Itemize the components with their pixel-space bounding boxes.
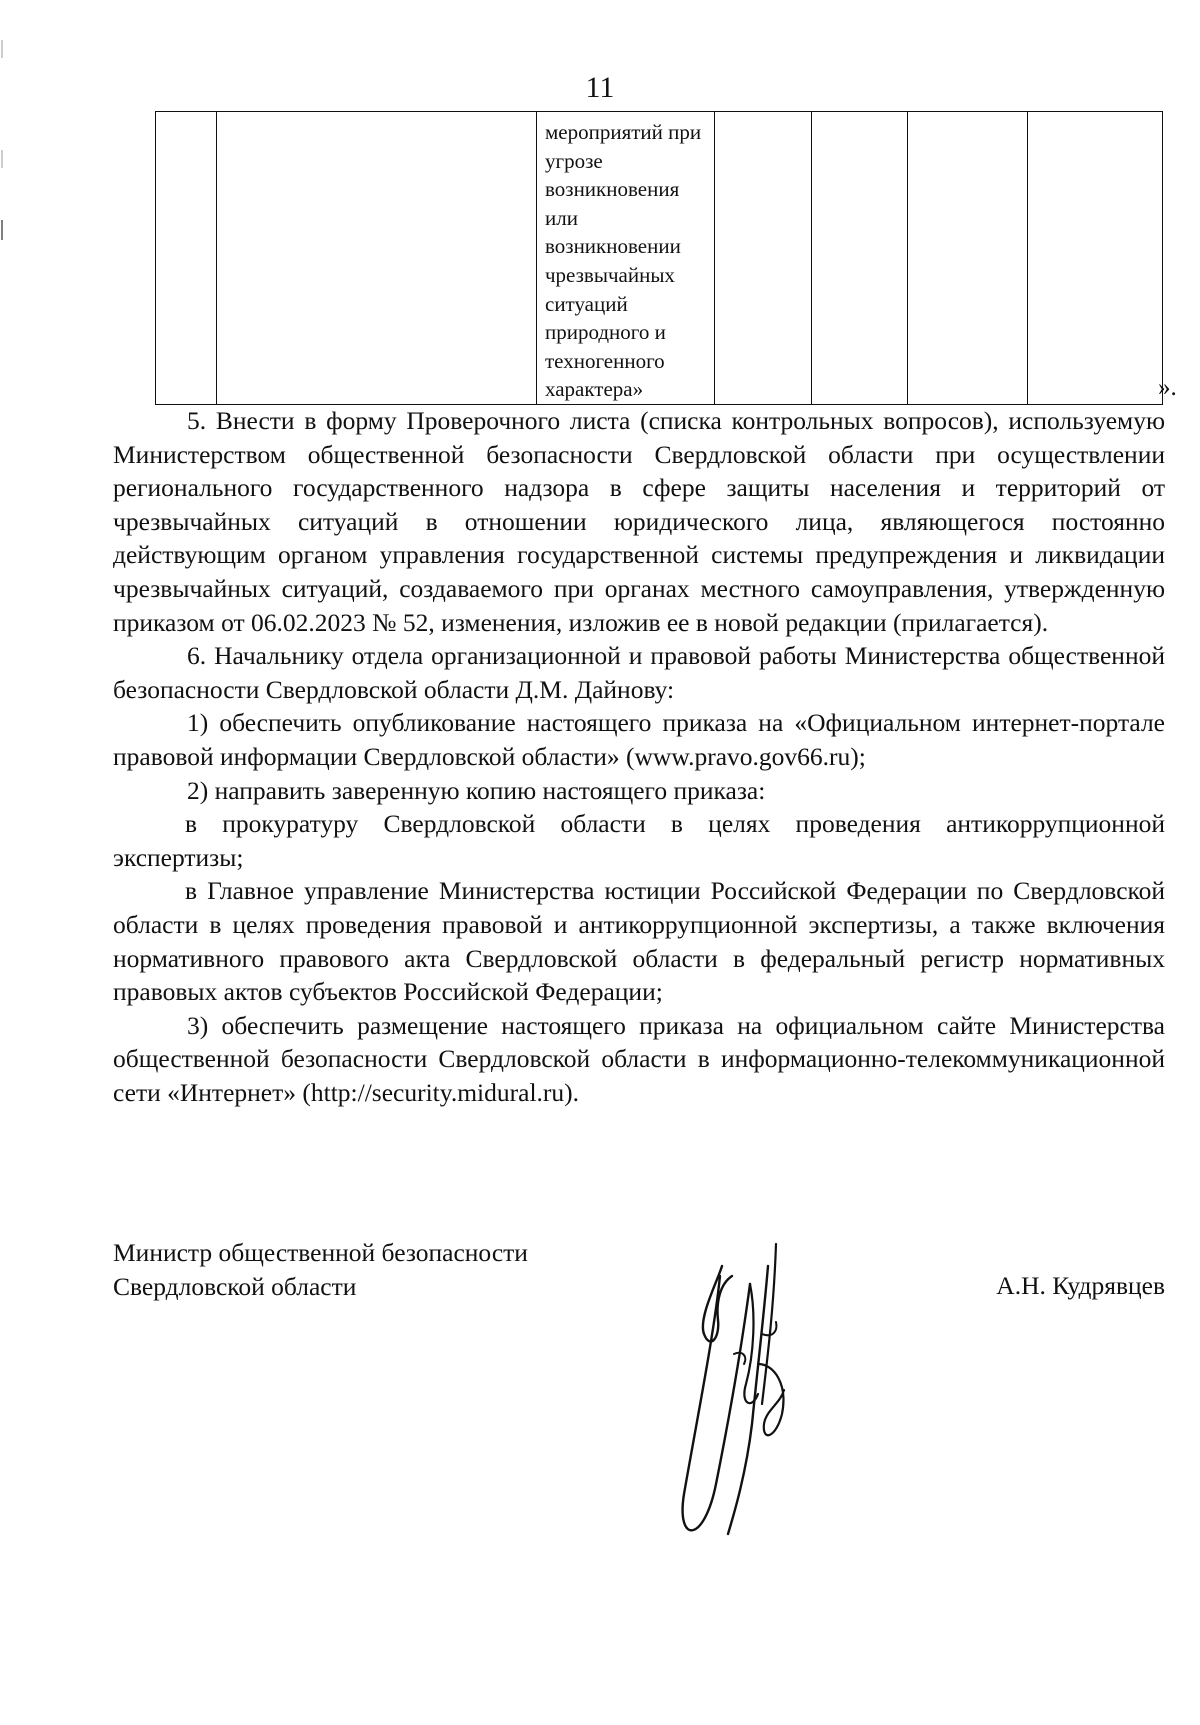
paragraph-prosecutor: в прокуратуру Свердловской области в целях проведения антикоррупционной экспертизы; (113, 809, 1165, 872)
table-continuation (155, 111, 1163, 405)
paragraph-item-6: 6. Начальнику отдела организационной и правовой работы Министерства общественной безопасности Свердловской области Д.М. Дайнову: (113, 641, 1165, 704)
table-cell-number (156, 112, 217, 405)
table-cell-question (217, 112, 537, 405)
table-cell-requirements (537, 112, 715, 405)
paragraph-subitem-2: 2) направить заверенную копию настоящего приказа: (187, 775, 766, 805)
closing-quote: ». (1158, 374, 1177, 401)
scan-margin-marks (0, 0, 6, 260)
table-cell-text: мероприятий при угрозе возникновения или возникновении чрезвычайных ситуаций природного и техногенного характера» (545, 120, 702, 402)
signatory-name: А.Н. Кудрявцев (996, 1271, 1165, 1300)
paragraph-item-5: 5. Внести в форму Проверочного листа (списка контрольных вопросов), используемую Министерством общественной безопасности Свердловской области при осуществлении регионального государственного надзора в сфере защиты населения и территорий от чрезвычайных ситуаций в отношении юридического лица, являющегося постоянно действующим органом управления государственной системы предупреждения и ликвидации чрезвычайных ситуаций, создаваемого при органах местного самоуправления, утвержденную приказом от 06.02.2023 № 52, изменения, изложив ее в новой редакции (прилагается). (113, 406, 1165, 637)
table-cell-answer-na (908, 112, 1028, 405)
page-number: 11 (585, 71, 615, 104)
table-row (156, 112, 1163, 405)
handwritten-signature (658, 1214, 828, 1584)
table-cell-answer-yes (715, 112, 812, 405)
signatory-position-line: Свердловской области (113, 1271, 357, 1301)
table-cell-answer-no (812, 112, 908, 405)
signatory-position (113, 1236, 528, 1303)
table-cell-note (1028, 112, 1163, 405)
signatory-position-line: Министр общественной безопасности (113, 1238, 528, 1267)
document-body (113, 404, 1165, 1109)
paragraph-subitem-1: 1) обеспечить опубликование настоящего приказа на «Официальном интернет-портале правовой информации Свердловской области» (www.pravo.gov66.ru); (113, 708, 1165, 771)
signature-block (113, 1236, 1165, 1636)
paragraph-justice-ministry: в Главное управление Министерства юстиции Российской Федерации по Свердловской области в целях проведения правовой и антикоррупционной экспертизы, а также включения нормативного правового акта Свердловской области в федеральный регистр нормативных правовых актов субъектов Российской Федерации; (113, 876, 1165, 1007)
paragraph-subitem-3: 3) обеспечить размещение настоящего приказа на официальном сайте Министерства общественной безопасности Свердловской области в информационно-телекоммуникационной сети «Интернет» (http://security.midural.ru). (113, 1010, 1165, 1107)
